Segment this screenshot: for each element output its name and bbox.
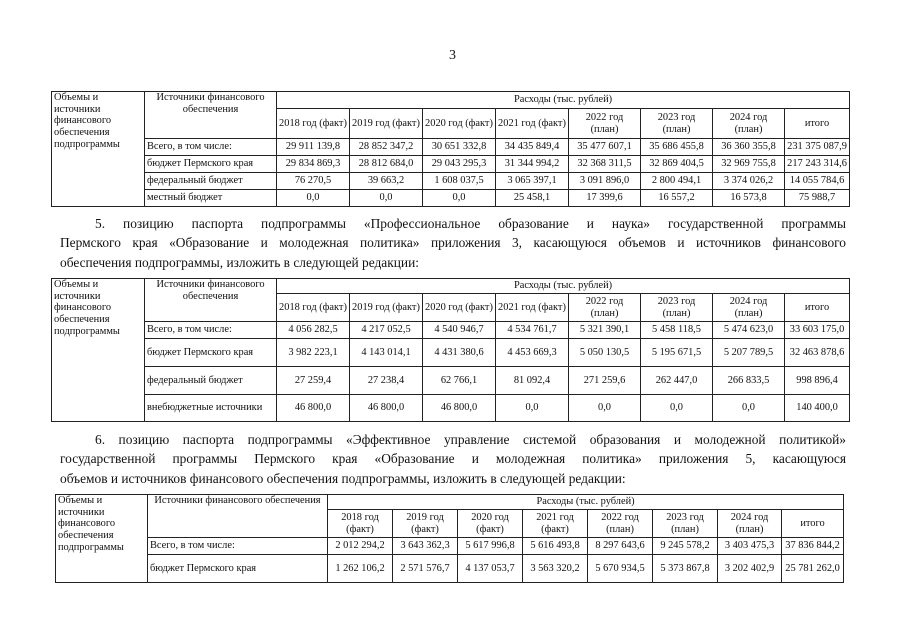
total-cell: 14 055 784,6: [785, 173, 850, 190]
value-cell: 4 540 946,7: [423, 322, 496, 339]
paragraph-line: 5. позицию паспорта подпрограммы «Профессиональное образование и наука» государственной программы: [95, 216, 846, 231]
value-cell: 36 360 355,8: [713, 139, 785, 156]
value-cell: 2 012 294,2: [328, 538, 393, 555]
value-cell: 28 812 684,0: [350, 156, 423, 173]
value-cell: 27 259,4: [277, 367, 350, 395]
paragraph-5: [60, 214, 846, 272]
value-cell: 0,0: [713, 395, 785, 422]
financing-table-3: [55, 494, 844, 583]
value-cell: 5 195 671,5: [641, 339, 713, 367]
table-row: [52, 173, 850, 190]
source-cell: местный бюджет: [145, 190, 277, 207]
year-header: 2018 год (факт): [277, 294, 350, 322]
value-cell: 5 458 118,5: [641, 322, 713, 339]
page-number: 3: [449, 48, 456, 63]
value-cell: 46 800,0: [350, 395, 423, 422]
value-cell: 8 297 643,6: [588, 538, 653, 555]
year-header: 2022 год (план): [569, 109, 641, 139]
value-cell: 271 259,6: [569, 367, 641, 395]
total-cell: 75 988,7: [785, 190, 850, 207]
value-cell: 0,0: [277, 190, 350, 207]
paragraph-line: обеспечения подпрограммы, изложить в следующей редакции:: [60, 254, 419, 270]
total-cell: 217 243 314,6: [785, 156, 850, 173]
value-cell: 0,0: [423, 190, 496, 207]
value-cell: 28 852 347,2: [350, 139, 423, 156]
table-row: [56, 538, 844, 555]
total-cell: 37 836 844,2: [782, 538, 844, 555]
year-header: 2020 год (факт): [423, 294, 496, 322]
value-cell: 0,0: [350, 190, 423, 207]
total-cell: 32 463 878,6: [785, 339, 850, 367]
value-cell: 76 270,5: [277, 173, 350, 190]
total-header: итого: [782, 510, 844, 538]
value-cell: 27 238,4: [350, 367, 423, 395]
expenses-header: Расходы (тыс. рублей): [328, 495, 844, 510]
value-cell: 4 056 282,5: [277, 322, 350, 339]
table-row: [52, 395, 850, 422]
total-cell: 998 896,4: [785, 367, 850, 395]
year-header: 2023 год (план): [641, 294, 713, 322]
value-cell: 1 262 106,2: [328, 555, 393, 583]
year-header: 2021 год (факт): [496, 109, 569, 139]
value-cell: 46 800,0: [423, 395, 496, 422]
value-cell: 5 474 623,0: [713, 322, 785, 339]
source-cell: бюджет Пермского края: [145, 156, 277, 173]
total-cell: 140 400,0: [785, 395, 850, 422]
value-cell: 3 091 896,0: [569, 173, 641, 190]
year-header: 2023 год (план): [641, 109, 713, 139]
expenses-header: Расходы (тыс. рублей): [277, 279, 850, 294]
value-cell: 2 571 576,7: [393, 555, 458, 583]
source-cell: Всего, в том числе:: [145, 139, 277, 156]
paragraph-line: Пермского края «Образование и молодежная политика» приложения 3, касающуюся объемов и источников финансового: [60, 235, 846, 251]
table-row: [52, 322, 850, 339]
year-header: 2024 год (план): [718, 510, 782, 538]
value-cell: 62 766,1: [423, 367, 496, 395]
year-header: 2024 год (план): [713, 109, 785, 139]
value-cell: 29 043 295,3: [423, 156, 496, 173]
value-cell: 4 431 380,6: [423, 339, 496, 367]
table-row: [52, 367, 850, 395]
source-header: Источники финансового обеспечения: [145, 279, 277, 322]
value-cell: 34 435 849,4: [496, 139, 569, 156]
value-cell: 3 563 320,2: [523, 555, 588, 583]
year-header: 2020 год (факт): [423, 109, 496, 139]
year-header: 2019 год (факт): [393, 510, 458, 538]
value-cell: 81 092,4: [496, 367, 569, 395]
value-cell: 4 217 052,5: [350, 322, 423, 339]
expenses-header: Расходы (тыс. рублей): [277, 92, 850, 109]
year-header: 2023 год (план): [653, 510, 718, 538]
value-cell: 3 643 362,3: [393, 538, 458, 555]
year-header: 2019 год (факт): [350, 294, 423, 322]
value-cell: 46 800,0: [277, 395, 350, 422]
value-cell: 32 869 404,5: [641, 156, 713, 173]
table-row: [52, 339, 850, 367]
paragraph-line: 6. позицию паспорта подпрограммы «Эффективное управление системой образования и молодежной политикой»: [95, 432, 846, 447]
value-cell: 35 477 607,1: [569, 139, 641, 156]
value-cell: 0,0: [569, 395, 641, 422]
source-cell: федеральный бюджет: [145, 173, 277, 190]
value-cell: 39 663,2: [350, 173, 423, 190]
total-header: итого: [785, 294, 850, 322]
year-header: 2024 год (план): [713, 294, 785, 322]
total-cell: 25 781 262,0: [782, 555, 844, 583]
table-label: Объемы и источники финансового обеспечения подпрограммы: [52, 279, 145, 422]
financing-table-1: [51, 91, 850, 207]
value-cell: 16 573,8: [713, 190, 785, 207]
source-cell: внебюджетные источники: [145, 395, 277, 422]
table-row: [56, 555, 844, 583]
total-header: итого: [785, 109, 850, 139]
value-cell: 5 616 493,8: [523, 538, 588, 555]
year-header: 2021 год (факт): [496, 294, 569, 322]
total-cell: 231 375 087,9: [785, 139, 850, 156]
value-cell: 9 245 578,2: [653, 538, 718, 555]
source-cell: бюджет Пермского края: [145, 339, 277, 367]
table-row: [52, 139, 850, 156]
value-cell: 35 686 455,8: [641, 139, 713, 156]
value-cell: 25 458,1: [496, 190, 569, 207]
value-cell: 2 800 494,1: [641, 173, 713, 190]
value-cell: 3 202 402,9: [718, 555, 782, 583]
value-cell: 3 403 475,3: [718, 538, 782, 555]
value-cell: 5 207 789,5: [713, 339, 785, 367]
value-cell: 32 969 755,8: [713, 156, 785, 173]
value-cell: 17 399,6: [569, 190, 641, 207]
year-header: 2018 год (факт): [328, 510, 393, 538]
value-cell: 29 911 139,8: [277, 139, 350, 156]
value-cell: 5 670 934,5: [588, 555, 653, 583]
paragraph-6: [60, 430, 846, 488]
value-cell: 5 617 996,8: [458, 538, 523, 555]
value-cell: 5 373 867,8: [653, 555, 718, 583]
year-header: 2022 год (план): [588, 510, 653, 538]
value-cell: 266 833,5: [713, 367, 785, 395]
value-cell: 3 065 397,1: [496, 173, 569, 190]
table-row: [52, 190, 850, 207]
total-cell: 33 603 175,0: [785, 322, 850, 339]
value-cell: 3 982 223,1: [277, 339, 350, 367]
value-cell: 31 344 994,2: [496, 156, 569, 173]
source-cell: федеральный бюджет: [145, 367, 277, 395]
year-header: 2020 год (факт): [458, 510, 523, 538]
value-cell: 4 143 014,1: [350, 339, 423, 367]
value-cell: 0,0: [496, 395, 569, 422]
source-cell: бюджет Пермского края: [148, 555, 328, 583]
value-cell: 16 557,2: [641, 190, 713, 207]
value-cell: 30 651 332,8: [423, 139, 496, 156]
table-row: [52, 156, 850, 173]
paragraph-line: государственной программы Пермского края «Образование и молодежная политика» приложения 5, касающуюся: [60, 451, 846, 467]
year-header: 2021 год (факт): [523, 510, 588, 538]
financing-table-2: [51, 278, 850, 422]
source-cell: Всего, в том числе:: [145, 322, 277, 339]
value-cell: 1 608 037,5: [423, 173, 496, 190]
value-cell: 4 534 761,7: [496, 322, 569, 339]
table-label: Объемы и источники финансового обеспечения подпрограммы: [56, 495, 148, 583]
value-cell: 262 447,0: [641, 367, 713, 395]
value-cell: 0,0: [641, 395, 713, 422]
year-header: 2018 год (факт): [277, 109, 350, 139]
value-cell: 4 137 053,7: [458, 555, 523, 583]
value-cell: 5 050 130,5: [569, 339, 641, 367]
value-cell: 29 834 869,3: [277, 156, 350, 173]
source-header: Источники финансового обеспечения: [148, 495, 328, 538]
year-header: 2019 год (факт): [350, 109, 423, 139]
value-cell: 5 321 390,1: [569, 322, 641, 339]
value-cell: 4 453 669,3: [496, 339, 569, 367]
year-header: 2022 год (план): [569, 294, 641, 322]
table-label: Объемы и источники финансового обеспечения подпрограммы: [52, 92, 145, 207]
value-cell: 32 368 311,5: [569, 156, 641, 173]
source-header: Источники финансового обеспечения: [145, 92, 277, 139]
value-cell: 3 374 026,2: [713, 173, 785, 190]
paragraph-line: объемов и источников финансового обеспечения подпрограммы, изложить в следующей редакции:: [60, 470, 626, 486]
source-cell: Всего, в том числе:: [148, 538, 328, 555]
